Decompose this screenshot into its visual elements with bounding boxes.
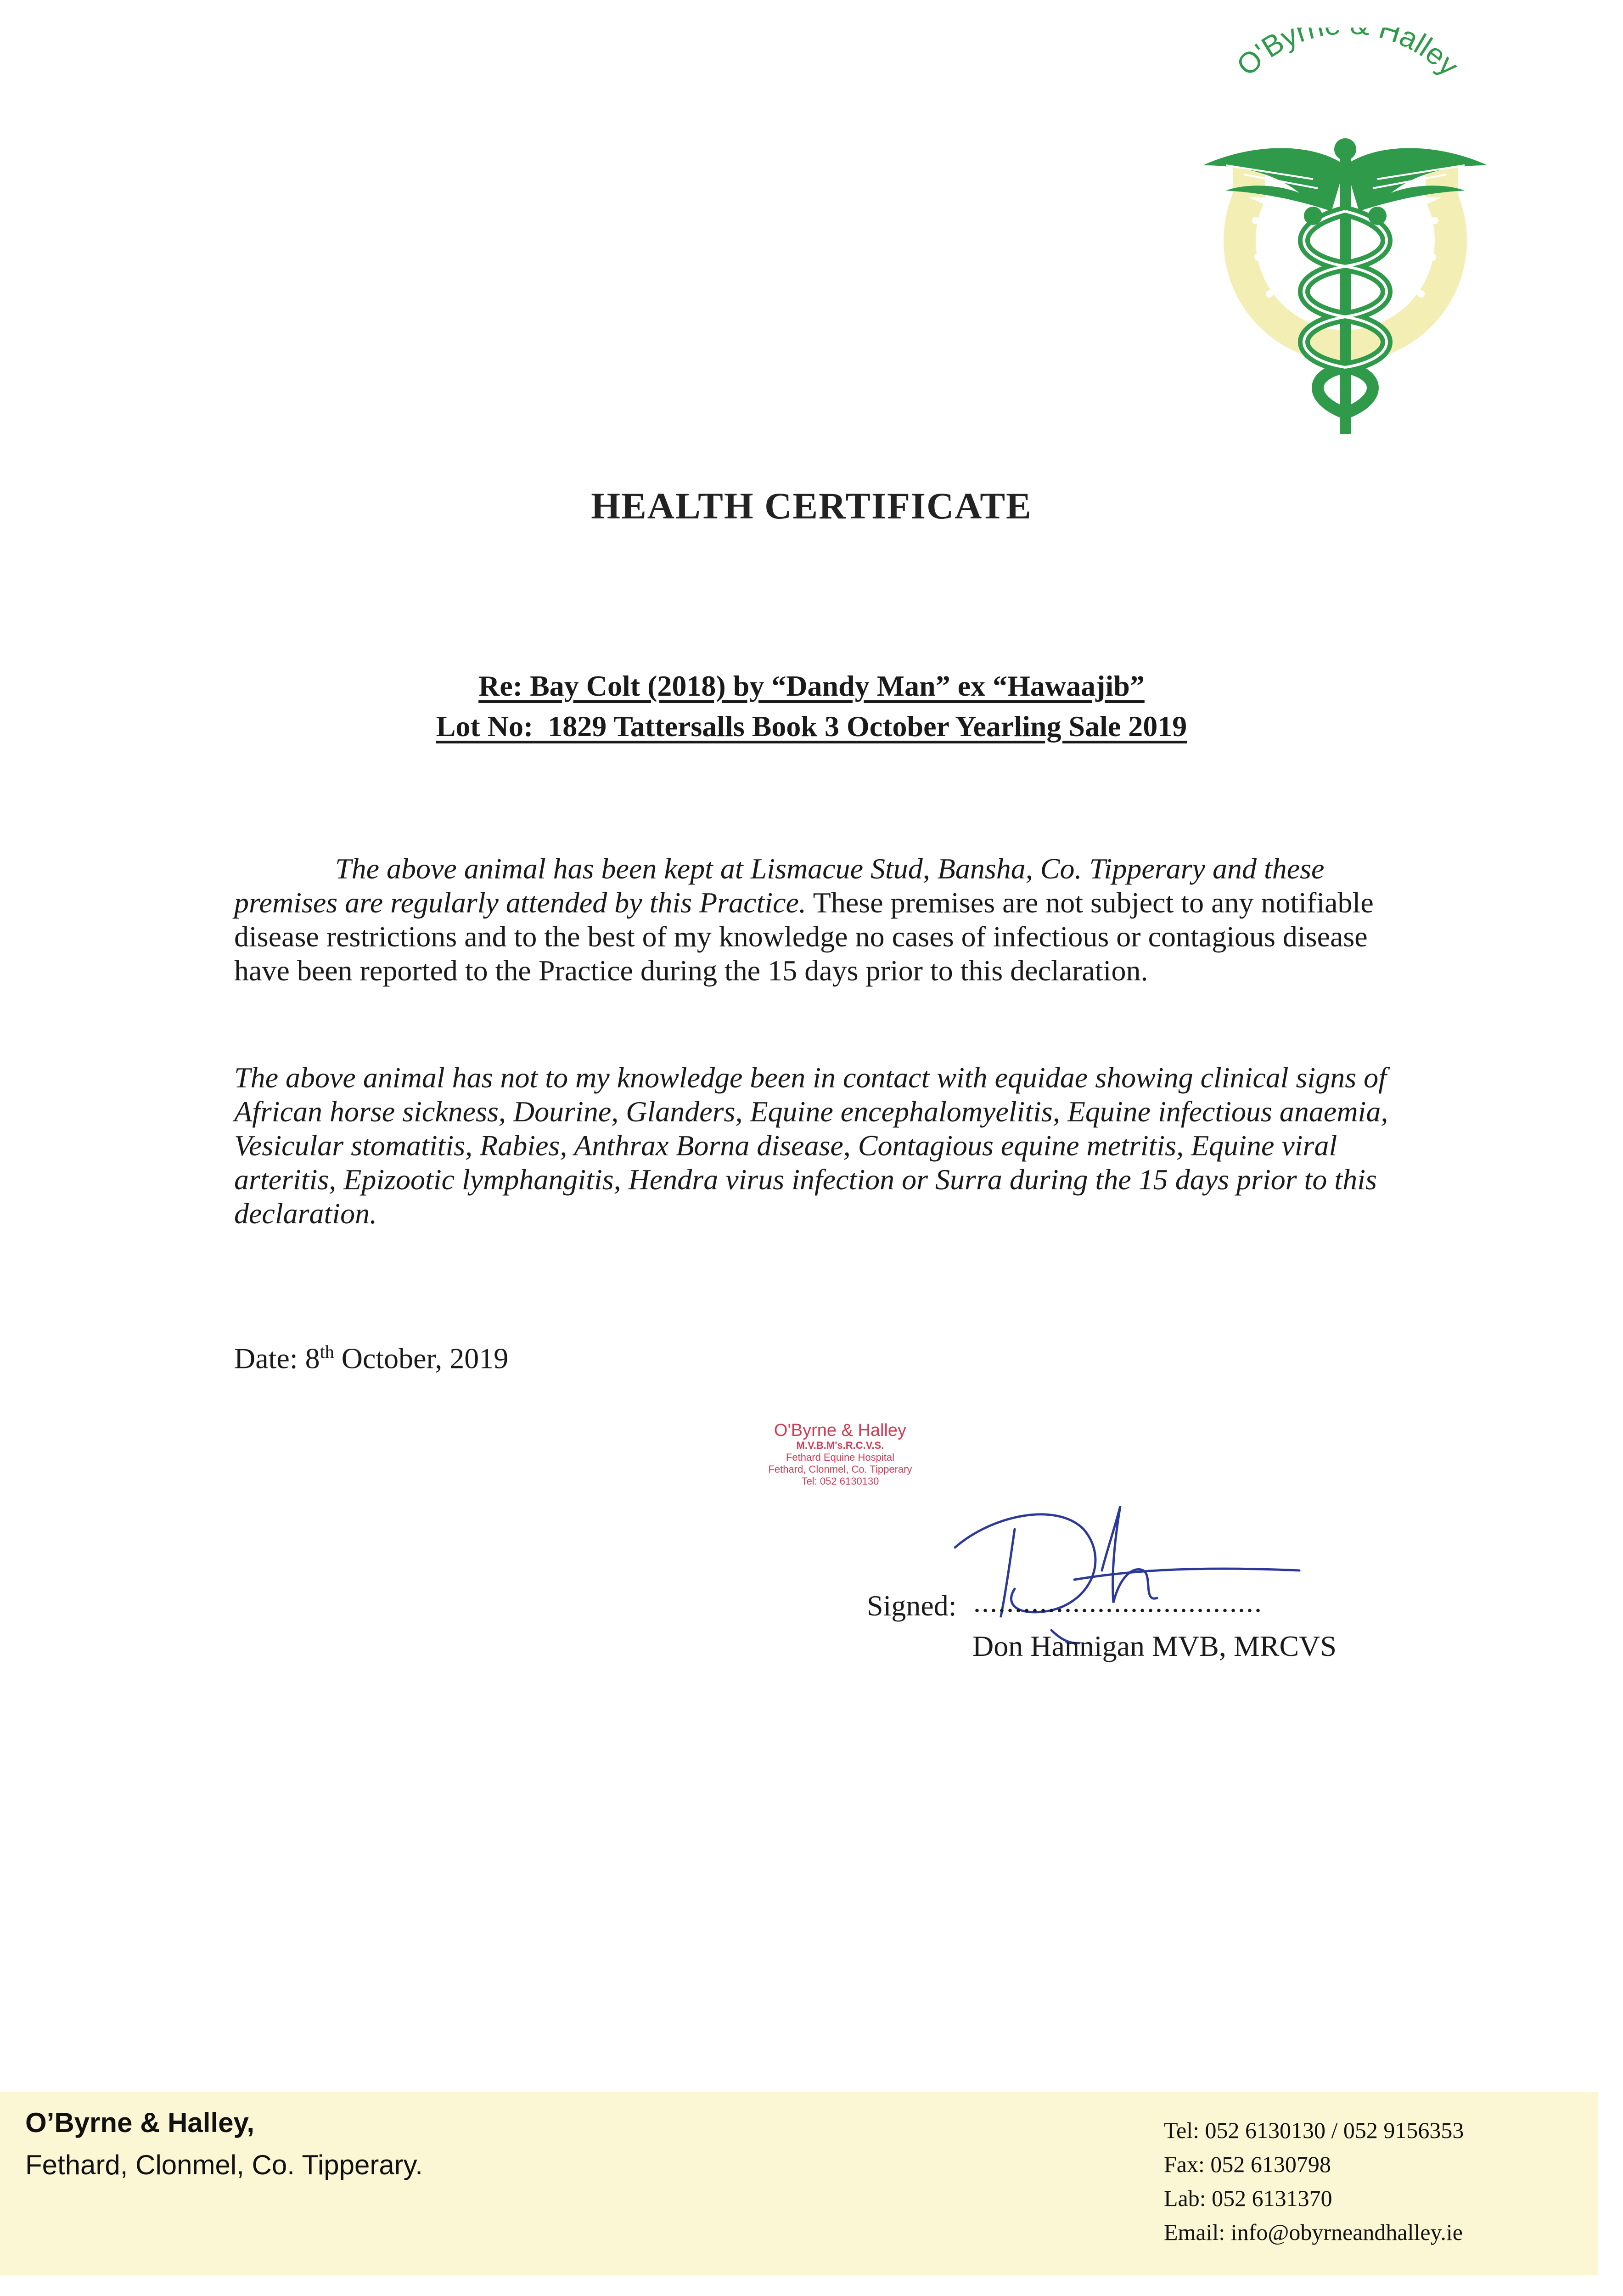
footer-contact (1164, 2113, 1464, 2249)
practice-logo (1175, 28, 1515, 436)
stamp-line-1: O'Byrne & Halley (774, 1421, 907, 1440)
caduceus-horseshoe-icon (1175, 28, 1515, 436)
logo-text: O'Byr Halley (1230, 28, 1466, 83)
handwritten-signature (937, 1497, 1359, 1649)
premises-paragraph (234, 852, 1391, 988)
footer-fax: Fax: 052 6130798 (1164, 2151, 1331, 2177)
lot-reference: Lot No: 1829 Tattersalls Book 3 October Yearling Sale 2019 (436, 710, 1187, 743)
disease-contact-paragraph: The above animal has not to my knowledge been in contact with equidae showing clinical signs of African horse sickness, Dourine, Glanders, Equine encephalomyelitis, Equine infectious anaemia, Vesicular stomatitis, Rabies, Anthrax Borna disease, Contagious equine metritis, Equine viral arteritis, Epizootic lymphangitis, Hendra virus infection or Surra during the 15 days prior to this declaration. (234, 1061, 1388, 1230)
premises-regular-text: These premises are not subject to any notifiable disease restrictions and to the best of my knowledge no cases of infectious or contagious disease have been reported to the Practice during the 15 days prior to this declaration. (234, 886, 1374, 987)
signer-name: Don Hannigan MVB, MRCVS (972, 1630, 1337, 1662)
premises-italic-text: The above animal has been kept at Lismacue Stud, Bansha, Co. Tipperary and these premises are regularly attended by this Practice. (234, 852, 1325, 919)
date-rest: October, 2019 (334, 1342, 509, 1375)
stamp-line-3: Fethard Equine Hospital (786, 1452, 895, 1463)
stamp-line-5: Tel: 052 6130130 (801, 1475, 879, 1487)
footer-tel: Tel: 052 6130130 / 052 9156353 (1164, 2117, 1464, 2143)
footer-lab: Lab: 052 6131370 (1164, 2185, 1332, 2211)
footer-address: Fethard, Clonmel, Co. Tipperary. (25, 2150, 423, 2180)
signature-icon (937, 1497, 1359, 1649)
stamp-line-4: Fethard, Clonmel, Co. Tipperary (768, 1463, 912, 1475)
date-label: Date: 8 (234, 1342, 320, 1375)
date-suffix: th (320, 1341, 334, 1362)
horse-reference: Re: Bay Colt (2018) by “Dandy Man” ex “Hawaajib” (478, 670, 1145, 702)
stamp-line-2: M.V.B.M's.R.C.V.S. (796, 1440, 884, 1451)
footer-email: Email: info@obyrneandhalley.ie (1164, 2219, 1463, 2245)
practice-stamp (735, 1421, 946, 1513)
certificate-date (234, 1341, 508, 1375)
signature-dotted-line: ................................... (973, 1586, 1263, 1618)
reference-block (0, 666, 1623, 747)
page-title: HEALTH CERTIFICATE (591, 485, 1032, 527)
signed-label: Signed: (867, 1589, 957, 1622)
footer-organization: O’Byrne & Halley, (25, 2107, 255, 2138)
